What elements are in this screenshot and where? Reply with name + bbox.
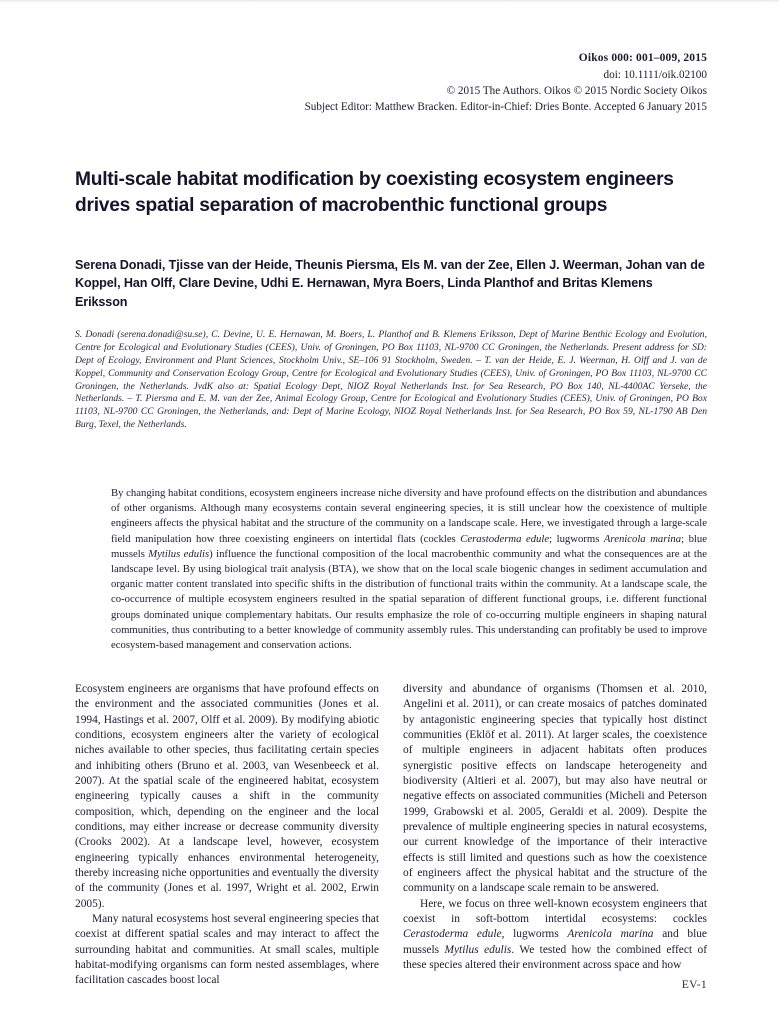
right-column — [403, 682, 707, 989]
author-list: Serena Donadi, Tjisse van der Heide, Theunis Piersma, Els M. van der Zee, Ellen J. Weerman, Johan van de Koppel, Han Olff, Clare Devine, Udhi E. Hernawan, Myra Boers, Linda Planthof and Britas Klemens Eriksson — [75, 257, 705, 310]
journal-copyright: © 2015 The Authors. Oikos © 2015 Nordic Society Oikos — [446, 84, 707, 97]
right-paragraph-2-part-2: , lugworms — [501, 928, 568, 941]
right-paragraph-2-part-3: and blue mussels — [403, 928, 707, 956]
body-columns — [75, 682, 707, 989]
right-column-paragraph-2 — [403, 897, 707, 974]
species-name-mytilus-edulis: Mytilus edulis — [148, 547, 210, 560]
left-column-paragraph-1: Ecosystem engineers are organisms that have profound effects on the environment and the associated communities (Jones et al. 1994, Hastings et al. 2007, Olff et al. 2009). By modifying abiotic conditions, ecosystem engineers alter the variety of ecological niches available to other species, thus facilitating certain species and inhibiting others (Bruno et al. 2003, van Wesenbeeck et al. 2007). At the spatial scale of the engineered habitat, ecosystem engineering typically causes a shift in the community composition, which, depending on the engineer and the local conditions, may either increase or decrease community diversity (Crooks 2002). At a landscape level, however, ecosystem engineering typically enhances environmental heterogeneity, thereby increasing niche opportunities and eventually the diversity of the community (Jones et al. 1997, Wright et al. 2002, Erwin 2005). — [75, 683, 379, 910]
journal-editors: Subject Editor: Matthew Bracken. Editor-in-Chief: Dries Bonte. Accepted 6 January 2015 — [304, 101, 707, 114]
affiliation-text: S. Donadi (serena.donadi@su.se), C. Devine, U. E. Hernawan, M. Boers, L. Planthof and B. Klemens Eriksson, Dept of Marine Benthic Ecology and Evolution, Centre for Ecological and Evolutionary Studies (CEES), Univ. of Groningen, PO Box 11103, NL-9700 CC Groningen, the Netherlands. Present address for SD: Dept of Ecology, Environment and Plant Sciences, Stockholm Univ., SE–106 91 Stockholm, Sweden. – T. van der Heide, E. J. Weerman, H. Olff and J. van de Koppel, Community and Conservation Ecology Group, Centre for Ecological and Evolutionary Studies (CEES), Univ. of Groningen, PO Box 11103, NL-9700 CC Groningen, the Netherlands. JvdK also at: Spatial Ecology Dept, NIOZ Royal Netherlands Inst. for Sea Research, PO Box 140, NL-4400AC Yerseke, the Netherlands. – T. Piersma and E. M. van der Zee, Animal Ecology Group, Centre for Ecological and Evolutionary Studies (CEES), Univ. of Groningen, PO Box 11103, NL-9700 CC Groningen, the Netherlands, and: Dept of Marine Ecology, NIOZ Royal Netherlands Inst. for Sea Research, PO Box 59, NL-1790 AB Den Burg, Texel, the Netherlands. — [75, 329, 707, 431]
left-column — [75, 682, 379, 989]
abstract-part-1: By changing habitat conditions, ecosystem engineers increase niche diversity and have profound effects on the distribution and abundances of other organisms. Although many ecosystems contain several engineering species, it is still unclear how the coexistence of multiple engineers affects the physical habitat and the structure of the community on a landscape scale. Here, we investigated through a large-scale field manipulation how three coexisting engineers on intertidal flats (cockles — [111, 487, 707, 545]
affiliations-block — [75, 329, 707, 432]
right-paragraph-2-part-4: . We tested how the combined effect of these species altered their environment across space and how — [403, 943, 707, 971]
page-number: EV-1 — [681, 978, 707, 991]
left-column-paragraph-2: Many natural ecosystems host several engineering species that coexist at different spatial scales and may interact to affect the surrounding habitat and communities. At small scales, multiple habitat-modifying organisms can form nested assemblages, where facilitation cascades boost local — [75, 912, 379, 987]
abstract-part-2: ; lugworms — [549, 532, 604, 545]
page-content — [75, 0, 707, 1024]
species-name-cerastoderma-edule: Cerastoderma edule — [460, 532, 550, 545]
species-name-mytilus-edulis-body: Mytilus edulis — [444, 943, 512, 956]
species-name-arenicola-marina-body: Arenicola marina — [567, 928, 654, 941]
abstract-part-4: ) influence the functional composition of the local macrobenthic community and what the consequences are at the landscape level. By using biological trait analysis (BTA), we show that on the local scale biogenic changes in sediment accumulation and organic matter content translated into specific shifts in the distribution of functional traits within the community. At a landscape scale, the co-occurrence of multiple ecosystem engineers resulted in the spatial separation of different functional groups, i.e. different functional groups dominated unique complementary habitats. Our results emphasize the role of co-occurring multiple engineers in shaping natural communities, thus contributing to a better knowledge of community assembly rules. This understanding can profitably be used to improve ecosystem-based management and conservation actions. — [111, 547, 707, 651]
journal-doi[interactable]: doi: 10.1111/oik.02100 — [603, 68, 707, 81]
abstract-part-3: ; blue mussels — [111, 532, 707, 560]
paper-title: Multi-scale habitat modification by coexisting ecosystem engineers drives spatial separation of macrobenthic functional groups — [75, 169, 674, 217]
right-paragraph-2-part-1: Here, we focus on three well-known ecosystem engineers that coexist in soft-bottom intertidal ecosystems: cockles — [403, 897, 707, 925]
abstract-block — [111, 486, 707, 653]
species-name-cerastoderma-edule-body: Cerastoderma edule — [403, 928, 502, 941]
right-column-paragraph-1: diversity and abundance of organisms (Thomsen et al. 2010, Angelini et al. 2011), or can create mosaics of patches dominated by antagonistic engineering species that typically host distinct communities (Eklöf et al. 2011). At larger scales, the coexistence of multiple engineers in adjacent habitats often produces synergistic positive effects on landscape heterogeneity and biodiversity (Altieri et al. 2007), but may also have neutral or negative effects on associated communities (Micheli and Peterson 1999, Grabowski et al. 2005, Geraldi et al. 2009). Despite the prevalence of multiple engineering species in natural ecosystems, our current knowledge of the importance of their interactive effects is still limited and questions such as how the coexistence of engineers affect the physical habitat and the structure of the community on a landscape scale remain to be answered. — [403, 683, 707, 895]
species-name-arenicola-marina: Arenicola marina — [603, 532, 682, 545]
journal-reference: Oikos 000: 001–009, 2015 — [578, 52, 707, 64]
journal-header — [75, 50, 707, 115]
